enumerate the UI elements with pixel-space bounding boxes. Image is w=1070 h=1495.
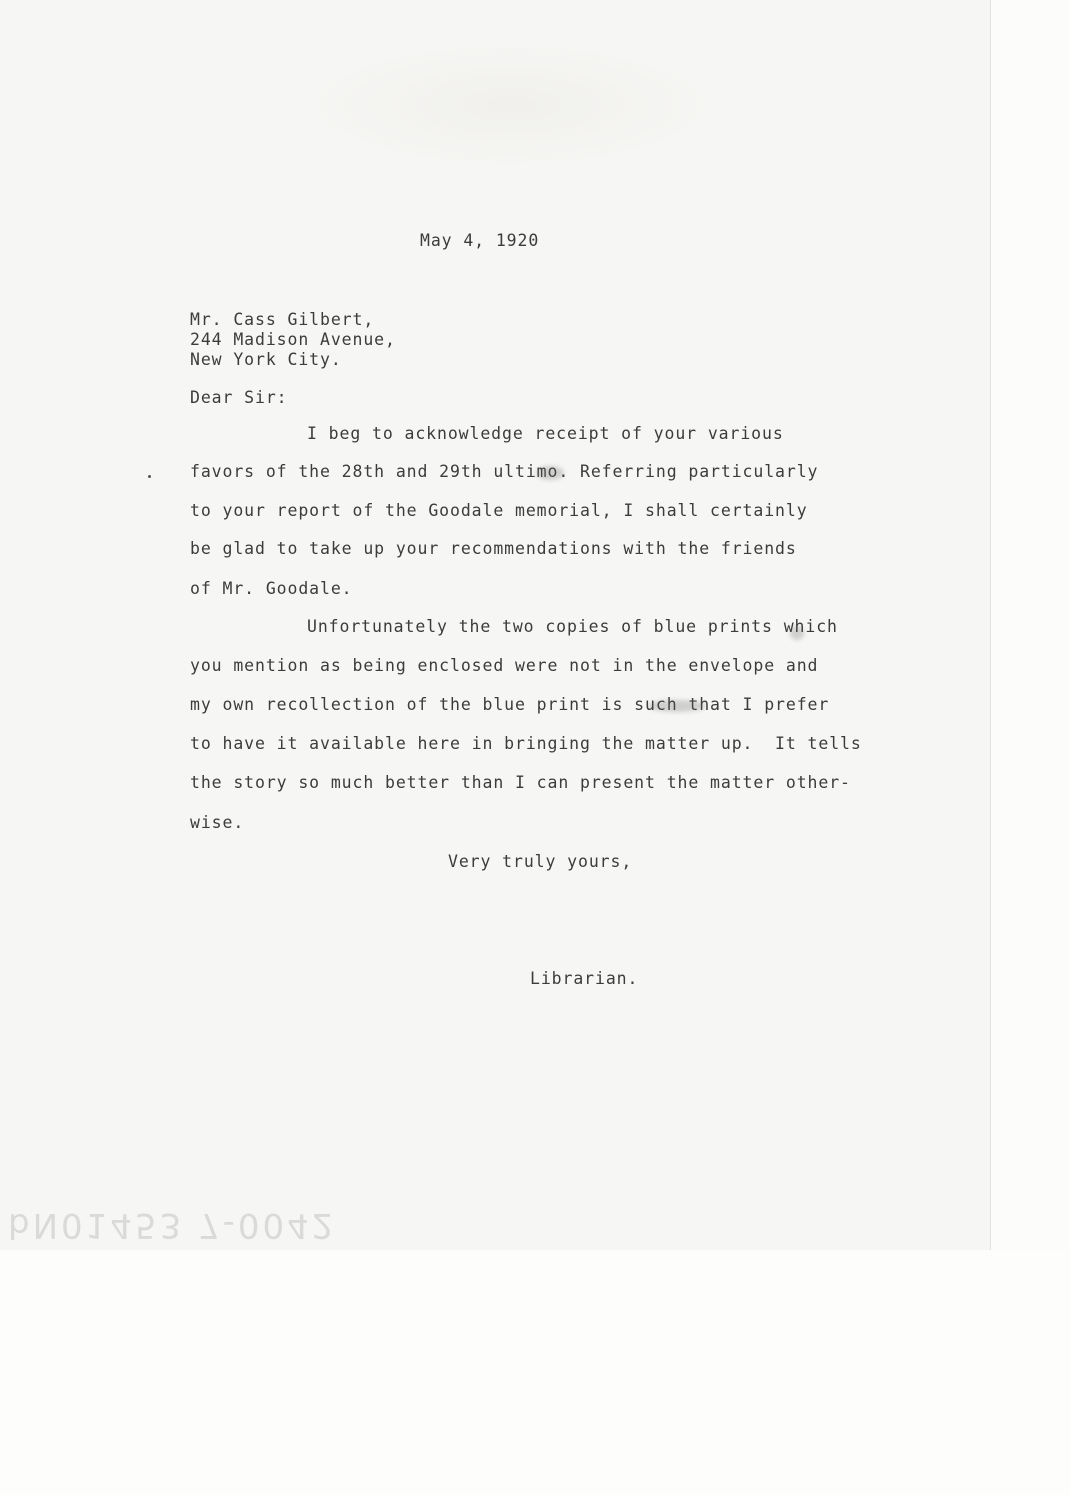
background-below-page bbox=[0, 1250, 1070, 1495]
body-line: favors of the 28th and 29th ultimo. Referring particularly bbox=[190, 462, 819, 481]
address-line-name: Mr. Cass Gilbert, bbox=[190, 310, 375, 329]
ink-smudge bbox=[648, 700, 706, 712]
body-line: the story so much better than I can present the matter other- bbox=[190, 773, 851, 792]
body-line: wise. bbox=[190, 813, 245, 832]
body-line: my own recollection of the blue print is such that I prefer bbox=[190, 695, 830, 714]
body-line: you mention as being enclosed were not in the envelope and bbox=[190, 656, 819, 675]
body-line: to have it available here in bringing the matter up. It tells bbox=[190, 734, 862, 753]
signature-title: Librarian. bbox=[530, 969, 639, 988]
archive-pencil-mark: bN01453 7-0042 bbox=[8, 1205, 337, 1245]
body-line: Unfortunately the two copies of blue prints which bbox=[307, 617, 838, 636]
body-line: to your report of the Goodale memorial, I shall certainly bbox=[190, 501, 808, 520]
body-line: of Mr. Goodale. bbox=[190, 579, 353, 598]
address-line-city: New York City. bbox=[190, 350, 342, 369]
ink-smudge bbox=[790, 626, 804, 640]
address-line-street: 244 Madison Avenue, bbox=[190, 330, 396, 349]
salutation: Dear Sir: bbox=[190, 388, 288, 407]
ink-smudge bbox=[536, 466, 564, 480]
faint-letterhead-bleed bbox=[300, 40, 720, 170]
letter-date: May 4, 1920 bbox=[420, 231, 540, 250]
body-line: be glad to take up your recommendations with the friends bbox=[190, 539, 797, 558]
margin-mark bbox=[148, 475, 151, 478]
background-strip bbox=[991, 0, 1070, 1250]
closing: Very truly yours, bbox=[448, 852, 633, 871]
body-line: I beg to acknowledge receipt of your various bbox=[307, 424, 784, 443]
